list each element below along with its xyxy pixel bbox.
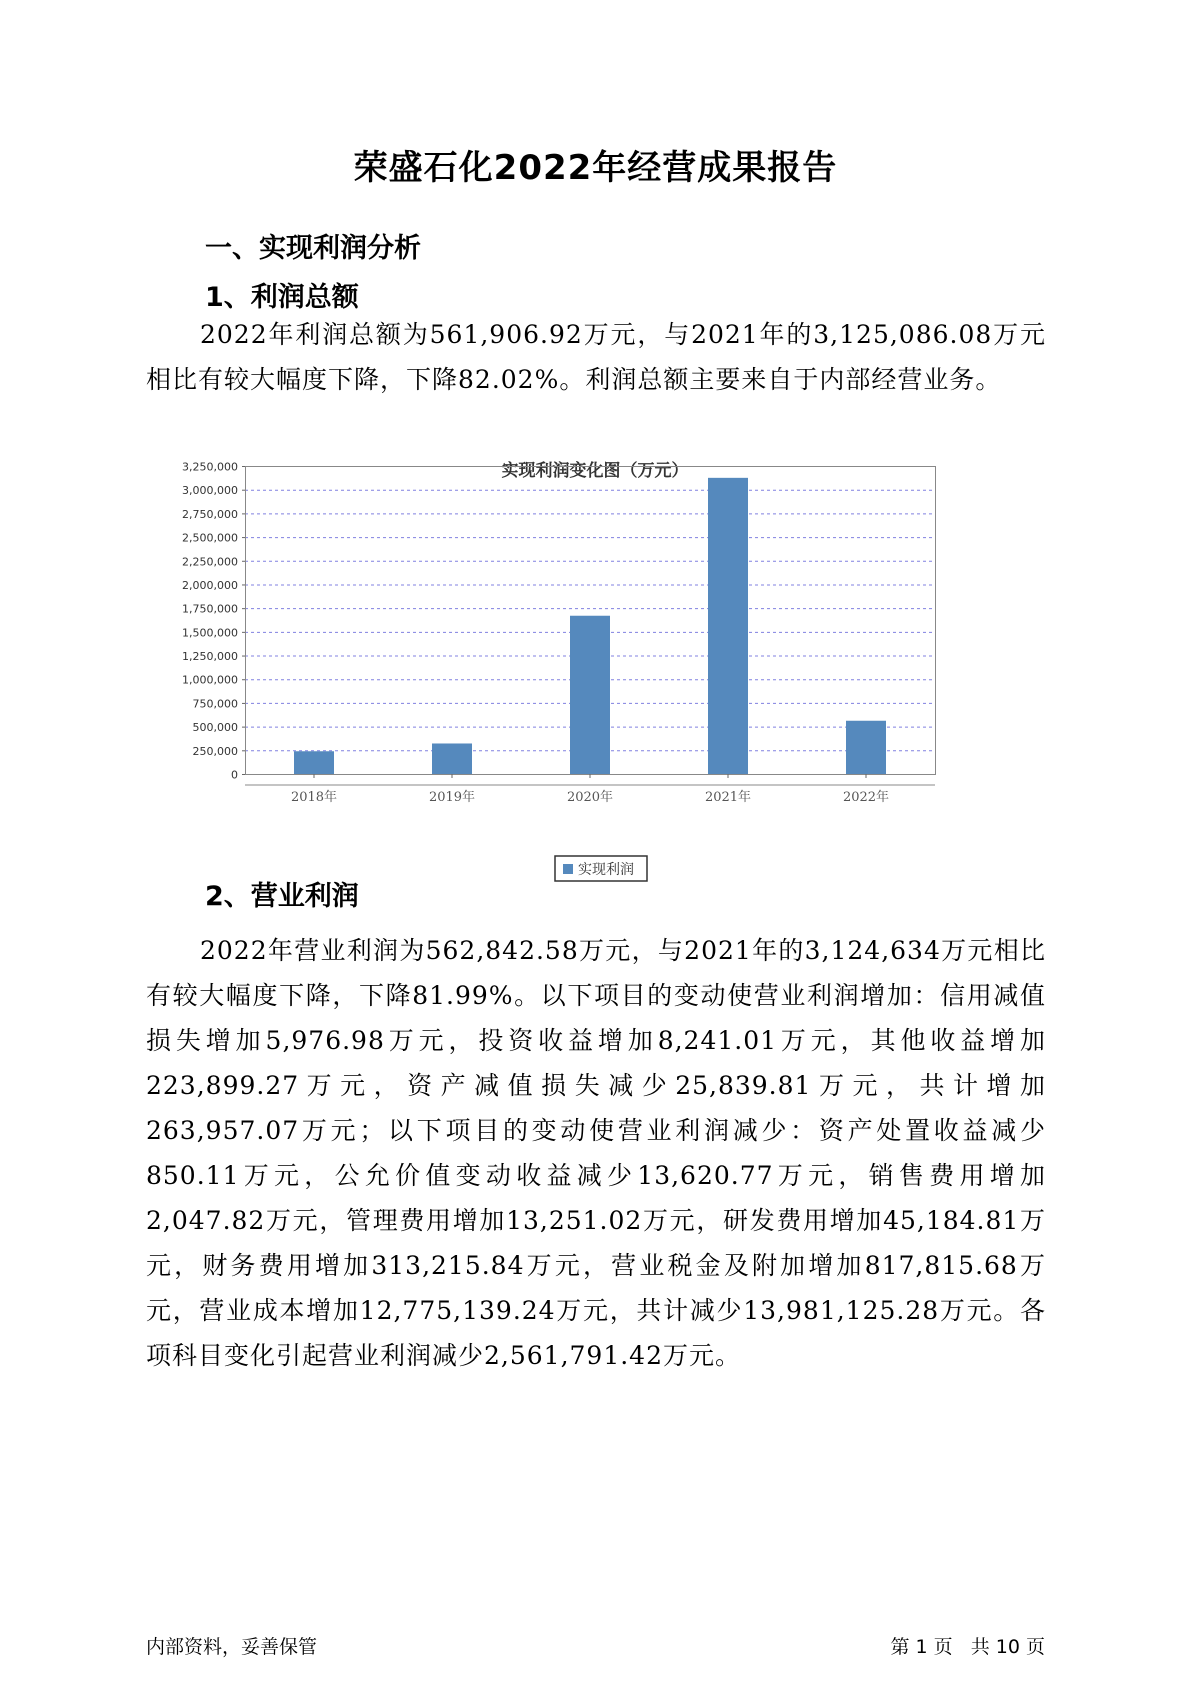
y-tick-label: 1,250,000 [182,650,238,664]
x-tick-label: 2020年 [566,790,614,805]
y-tick-label: 2,500,000 [182,531,238,545]
y-tick-label: 1,750,000 [182,602,238,616]
bar [708,478,748,774]
bar [432,743,472,774]
section-heading: 一、实现利润分析 [205,233,421,264]
y-tick-label: 0 [231,768,238,782]
profit-bar-chart [160,456,1030,916]
y-tick-label: 2,250,000 [182,555,238,569]
chart-legend [555,856,647,881]
x-tick-label: 2018年 [290,790,338,805]
y-tick-label: 500,000 [192,721,238,735]
subsection-heading-operating-profit: 2、营业利润 [205,881,359,912]
y-tick-label: 3,000,000 [182,484,238,498]
footer-confidential: 内部资料，妥善保管 [146,1636,318,1658]
y-tick-label: 250,000 [192,744,238,758]
subsection-heading-profit-total: 1、利润总额 [205,282,359,313]
bar [846,721,886,774]
bars [294,478,886,774]
bar [294,751,334,774]
y-tick-label: 1,500,000 [182,626,238,640]
y-tick-label: 1,000,000 [182,673,238,687]
paragraph-operating-profit: 2022年营业利润为562,842.58万元，与2021年的3,124,634万元相比有较大幅度下降，下降81.99%。以下项目的变动使营业利润增加：信用减值损失增加5,976.98万元，投资收益增加8,241.01万元，其他收益增加223,899.27万元，资产减值损失减少25,839.81万元，共计增加263,957.07万元；以下项目的变动使营业利润减少：资产处置收益减少850.11万元，公允价值变动收益减少13,620.77万元，销售费用增加2,047.82万元，管理费用增加13,251.02万元，研发费用增加45,184.81万元，财务费用增加313,215.84万元，营业税金及附加增加817,815.68万元，营业成本增加12,775,139.24万元，共计减少13,981,125.28万元。各项科目变化引起营业利润减少2,561,791.42万元。 [146,936,1046,1370]
y-tick-labels [182,461,245,782]
legend-label: 实现利润 [578,862,634,878]
bar [570,616,610,774]
y-tick-label: 2,750,000 [182,507,238,521]
y-tick-label: 3,250,000 [182,460,238,474]
y-tick-label: 750,000 [192,697,238,711]
footer-page-number: 第 1 页 共 10 页 [890,1636,1045,1658]
x-tick-label: 2022年 [842,790,890,805]
x-tick-label: 2019年 [428,790,476,805]
paragraph-profit-total: 2022年利润总额为561,906.92万元，与2021年的3,125,086.08万元相比有较大幅度下降，下降82.02%。利润总额主要来自于内部经营业务。 [146,320,1046,394]
legend-swatch [563,864,573,874]
chart-title: 实现利润变化图（万元） [501,461,689,481]
y-tick-label: 2,000,000 [182,578,238,592]
x-tick-labels [291,774,889,805]
x-tick-label: 2021年 [704,790,752,805]
page-title: 荣盛石化2022年经营成果报告 [353,148,838,188]
